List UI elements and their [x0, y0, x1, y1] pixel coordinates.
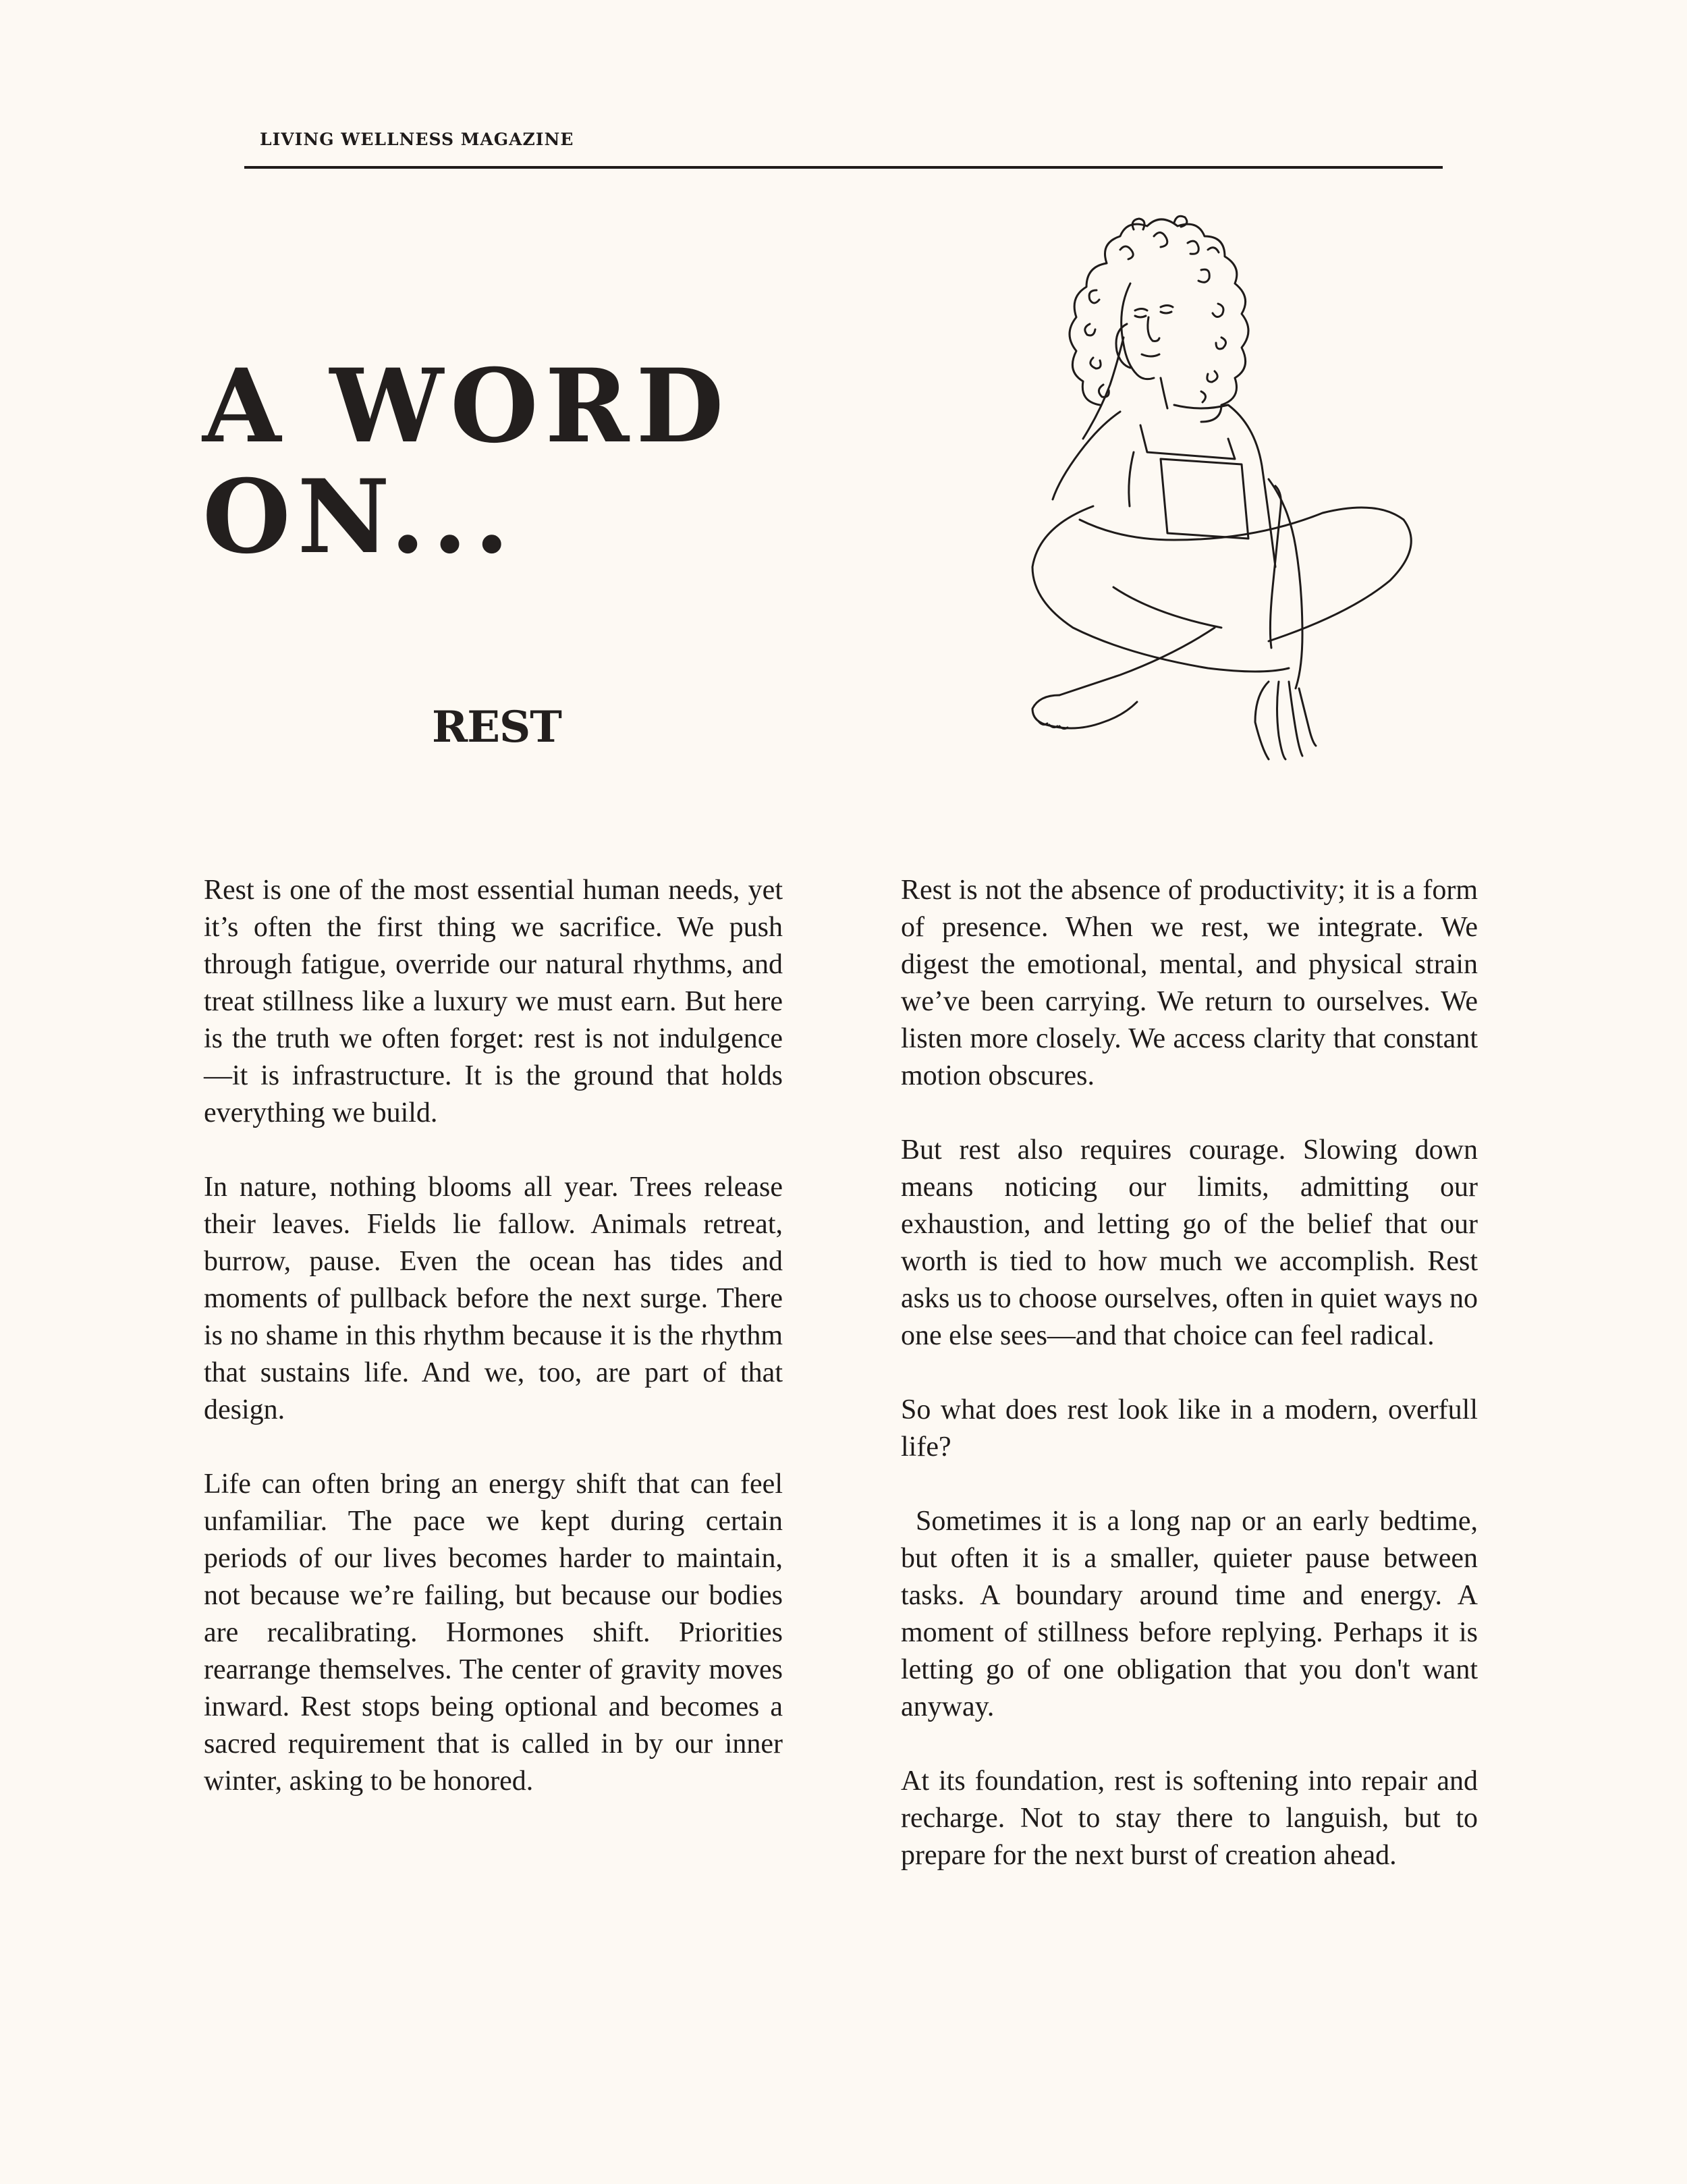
woman-sitting-line-art-icon [958, 209, 1431, 830]
article-title [202, 347, 731, 576]
article-subject: REST [432, 702, 561, 753]
title-line-1: A WORD [202, 347, 731, 466]
article-column-left [204, 872, 783, 1837]
paragraph: So what does rest look like in a modern, overfull life? [901, 1394, 1478, 1463]
title-line-2: ON... [202, 458, 516, 576]
paragraph: Life can often bring an energy shift that can feel unfamiliar. The pace we kept during certain periods of our lives becomes harder to maintain, not because we’re failing, but because our bodies are recalibrating. Hormones shift. Priorities rearrange themselves. The center of gravity moves inward. Rest stops being optional and becomes a sacred requirement that is called in by our inner winter, asking to be honored. [204, 1469, 783, 1797]
paragraph: But rest also requires courage. Slowing down means noticing our limits, admitting our exhaustion, and letting go of the belief that our worth is tied to how much we accomplish. Rest asks us to choose ourselves, often in quiet ways no one else sees—and that choice can feel radical. [901, 1135, 1478, 1351]
paragraph: In nature, nothing blooms all year. Trees release their leaves. Fields lie fallow. Animals retreat, burrow, pause. Even the ocean has tides and moments of pullback before the next surge. There is no shame in this rhythm because it is the rhythm that sustains life. And we, too, are part of that design. [204, 1172, 783, 1425]
paragraph: Sometimes it is a long nap or an early bedtime, but often it is a smaller, quieter pause between tasks. A boundary around time and energy. A moment of stillness before replying. Perhaps it is letting go of one obligation that you don't want anyway. [901, 1506, 1478, 1722]
magazine-masthead: LIVING WELLNESS MAGAZINE [260, 130, 574, 149]
paragraph: Rest is not the absence of productivity; it is a form of presence. When we rest, we integrate. We digest the emotional, mental, and physical strain we’ve been carrying. We return to ourselves. We listen more closely. We access clarity that constant motion obscures. [901, 875, 1478, 1091]
paragraph: Rest is one of the most essential human needs, yet it’s often the first thing we sacrifice. We push through fatigue, override our natural rhythms, and treat stillness like a luxury we must earn. But here is the truth we often forget: rest is not indulgence—it is infrastructure. It is the ground that holds everything we build. [204, 875, 783, 1128]
paragraph: At its foundation, rest is softening into repair and recharge. Not to stay there to languish, but to prepare for the next burst of creation ahead. [901, 1766, 1478, 1871]
curly-hair-icon [1070, 216, 1248, 422]
article-column-right [901, 872, 1478, 1911]
header-divider [244, 166, 1443, 169]
